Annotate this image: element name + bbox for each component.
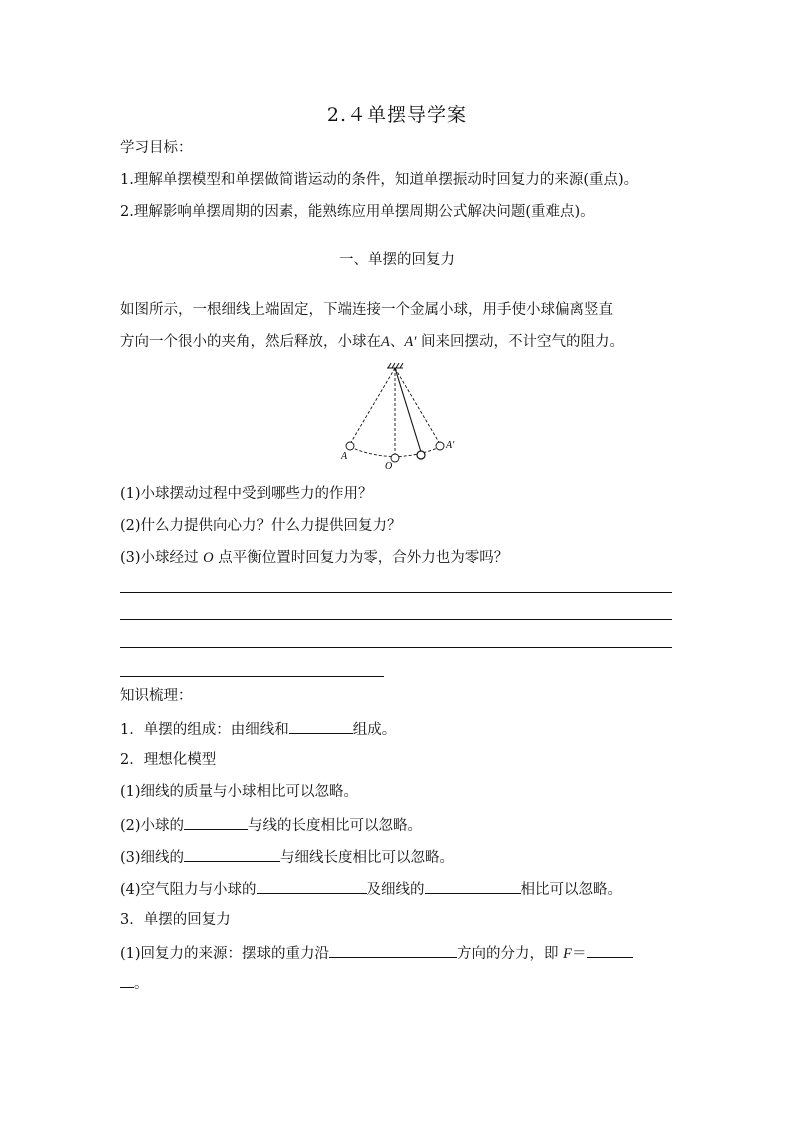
knowledge-2-2 [120, 814, 422, 836]
string-dashed-right [395, 368, 440, 444]
knowledge-1-text-b: 组成。 [352, 722, 397, 738]
knowledge-2-2-text-a: (2)小球的 [120, 818, 185, 834]
fill-blank-string-property-2[interactable] [425, 878, 521, 894]
intro-paragraph-line1: 如图所示，一根细线上端固定，下端连接一个金属小球，用手使小球偏离竖直 [120, 302, 613, 318]
answer-line-3[interactable] [120, 647, 672, 648]
fill-blank-direction[interactable] [329, 942, 457, 958]
knowledge-2-4 [120, 878, 622, 900]
answer-line-1[interactable] [120, 592, 672, 593]
string-solid [395, 368, 421, 452]
fill-blank-composition[interactable] [289, 718, 353, 734]
knowledge-2-1: (1)细线的质量与小球相比可以忽略。 [120, 784, 359, 800]
question-2: (2)什么力提供向心力？什么力提供回复力？ [120, 518, 402, 534]
objective-1: 1.理解单摆模型和单摆做简谐运动的条件，知道单摆振动时回复力的来源(重点)。 [120, 172, 639, 188]
knowledge-2-2-text-b: 与线的长度相比可以忽略。 [248, 818, 423, 834]
pendulum-diagram [335, 362, 465, 472]
point-a-label: A [381, 334, 390, 350]
knowledge-2-3-text-a: (3)细线的 [120, 850, 185, 866]
fill-blank-string-property[interactable] [184, 846, 280, 862]
fill-blank-formula-continued[interactable] [120, 972, 134, 988]
question-3 [120, 548, 508, 568]
separator: 、 [389, 334, 405, 350]
answer-line-2[interactable] [120, 619, 672, 620]
ball-at-a [346, 442, 354, 450]
knowledge-2-3 [120, 846, 454, 868]
fill-blank-ball-property[interactable] [257, 878, 367, 894]
ceiling-support [387, 363, 403, 368]
label-a-prime: A′ [446, 440, 455, 451]
intro-text-a: 方向一个很小的夹角，然后释放，小球在 [120, 334, 381, 350]
question-1: (1)小球摆动过程中受到哪些力的作用？ [120, 486, 373, 502]
knowledge-heading: 知识梳理： [120, 688, 193, 704]
objective-2: 2.理解影响单摆周期的因素，能熟练应用单摆周期公式解决问题(重难点)。 [120, 204, 595, 220]
objectives-heading: 学习目标： [120, 140, 193, 156]
point-a-prime-label: A′ [404, 334, 417, 350]
string-dashed-left [350, 368, 395, 444]
page-title: 2.４单摆导学案 [326, 104, 468, 126]
knowledge-3-1 [120, 942, 633, 964]
answer-line-4[interactable] [120, 676, 384, 677]
ball-at-a-prime [436, 442, 444, 450]
knowledge-1-text-a: 1．单摆的组成：由细线和 [120, 722, 289, 738]
question-3-text-a: (3)小球经过 [120, 550, 204, 566]
knowledge-3-1-text-a: (1)回复力的来源：摆球的重力沿 [120, 946, 330, 962]
intro-paragraph-line2 [120, 332, 624, 352]
knowledge-3-1-continued [120, 972, 149, 994]
label-o: O [385, 461, 393, 472]
period-mark: 。 [134, 976, 149, 992]
knowledge-1 [120, 718, 396, 740]
fill-blank-formula[interactable] [587, 942, 633, 958]
knowledge-2-4-text-a: (4)空气阻力与小球的 [120, 882, 257, 898]
knowledge-3: 3．单摆的回复力 [120, 912, 231, 928]
knowledge-2-4-text-c: 相比可以忽略。 [520, 882, 623, 898]
knowledge-2-4-text-b: 及细线的 [366, 882, 425, 898]
force-symbol: F [563, 946, 573, 962]
knowledge-2-3-text-b: 与细线长度相比可以忽略。 [280, 850, 455, 866]
label-a: A [341, 451, 348, 462]
intro-text-b: 间来回摆动，不计空气的阻力。 [416, 334, 624, 350]
fill-blank-ball-size[interactable] [184, 814, 248, 830]
section-heading: 一、单摆的回复力 [339, 252, 455, 268]
knowledge-2: 2．理想化模型 [120, 752, 217, 768]
question-3-text-b: 点平衡位置时回复力为零，合外力也为零吗？ [213, 550, 509, 566]
knowledge-3-1-text-b: 方向的分力，即 [457, 946, 564, 962]
ball-current [417, 451, 425, 459]
point-o-label: O [203, 550, 214, 566]
equals-sign: ＝ [572, 946, 587, 962]
